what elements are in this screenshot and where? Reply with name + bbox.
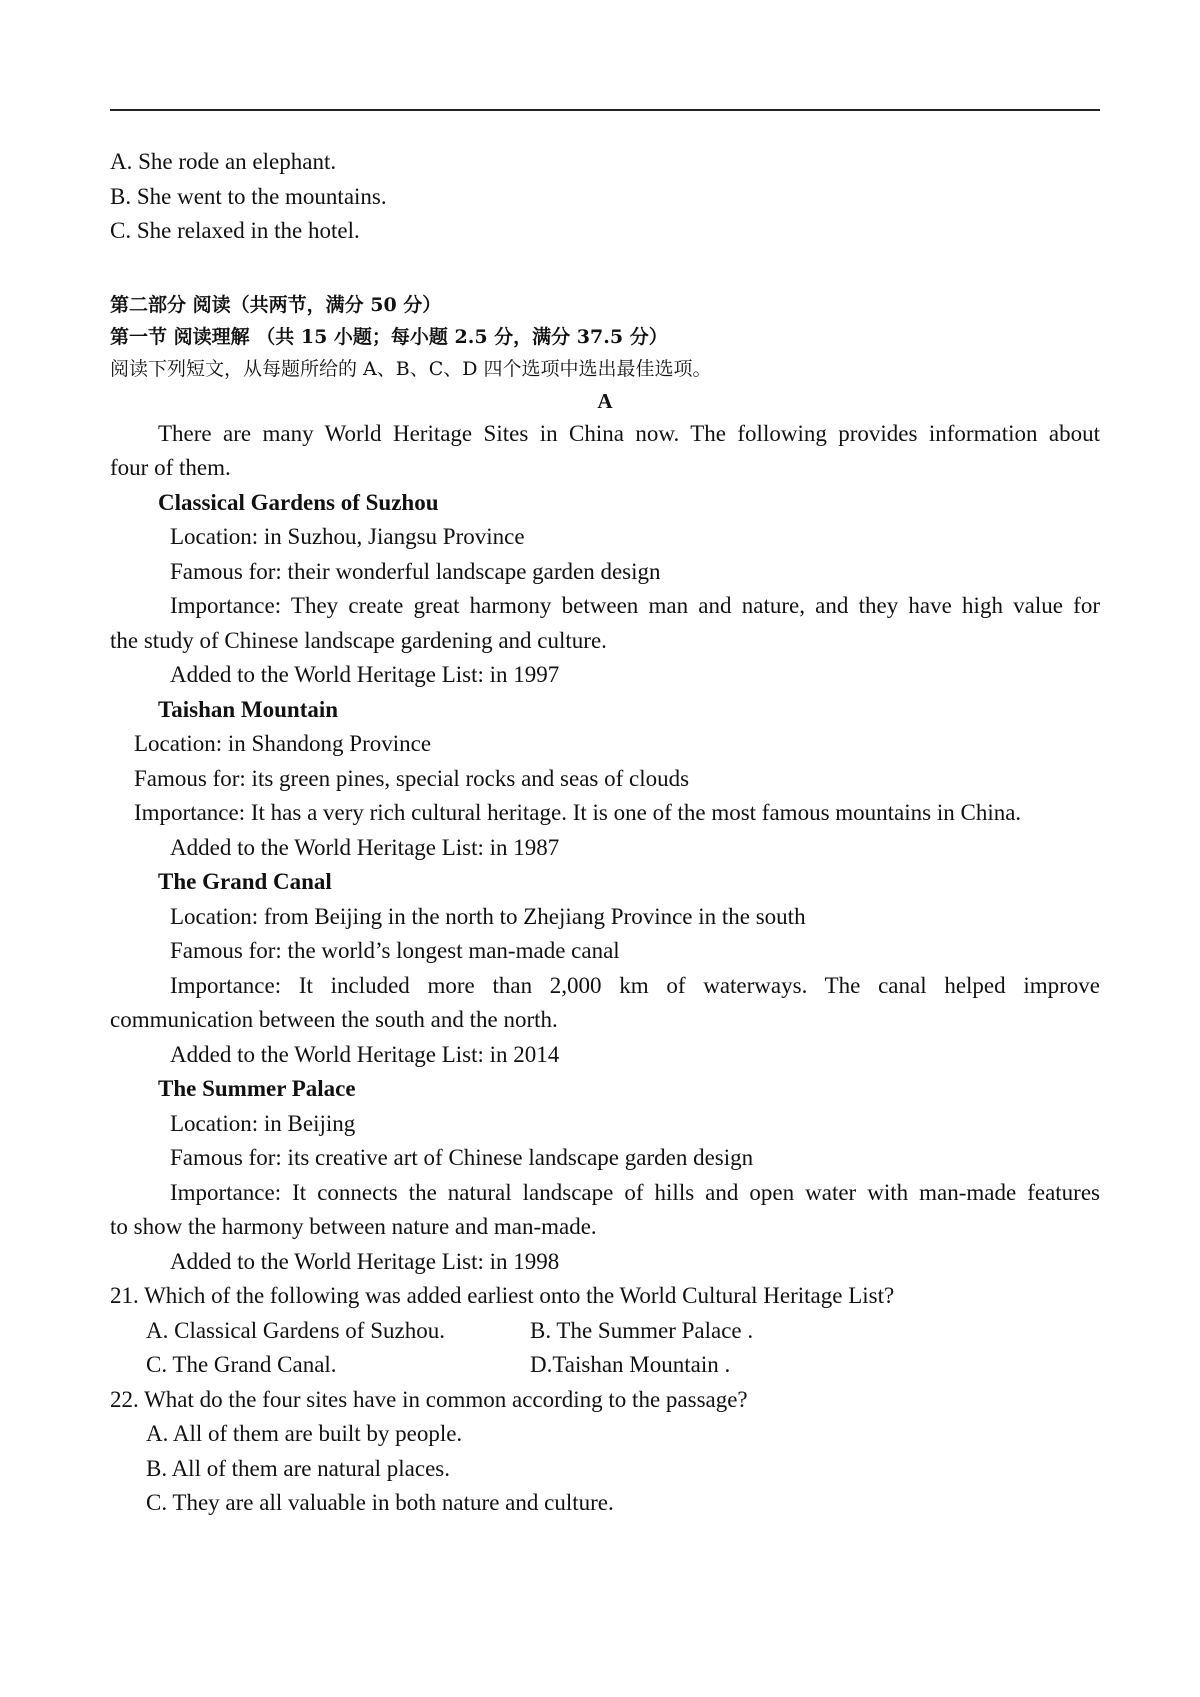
site-location: Location: in Shandong Province	[134, 731, 432, 756]
site-location: Location: in Beijing	[170, 1110, 356, 1136]
site-importance: Importance: It has a very rich cultural heritage. It is one of the most famous mountains in China.	[134, 800, 1022, 825]
answer-option: C. They are all valuable in both nature and culture.	[146, 1490, 614, 1515]
option-line: B. She went to the mountains.	[110, 183, 387, 209]
site-entry	[110, 486, 1100, 693]
site-name: Classical Gardens of Suzhou	[158, 489, 439, 515]
question-22	[110, 1383, 1100, 1521]
site-importance: Importance: It included more than 2,000 km of waterways. The canal helped improve	[170, 972, 1100, 998]
answer-option: B. The Summer Palace .	[530, 1317, 754, 1343]
site-importance: Importance: It connects the natural landscape of hills and open water with man-made features	[170, 1179, 1100, 1205]
answer-option: D.Taishan Mountain .	[530, 1352, 731, 1377]
answer-option: A. Classical Gardens of Suzhou.	[146, 1317, 445, 1343]
site-location: Location: in Suzhou, Jiangsu Province	[170, 524, 525, 549]
page-content	[110, 145, 1100, 1521]
question-stem: 21. Which of the following was added earliest onto the World Cultural Heritage List?	[110, 1283, 895, 1308]
site-added: Added to the World Heritage List: in 1998	[170, 1248, 560, 1274]
header-rule	[110, 109, 1100, 111]
site-entry	[110, 865, 1100, 1072]
answer-option: C. The Grand Canal.	[146, 1352, 337, 1377]
site-famous-for: Famous for: their wonderful landscape garden design	[170, 558, 661, 584]
answer-option: A. All of them are built by people.	[146, 1421, 463, 1446]
question-stem: 22. What do the four sites have in common according to the passage?	[110, 1386, 748, 1412]
site-entry	[110, 1072, 1100, 1279]
option-row	[110, 1314, 1100, 1349]
option-row	[110, 1348, 1100, 1383]
site-added: Added to the World Heritage List: in 1997	[170, 662, 560, 687]
intro-line: There are many World Heritage Sites in China now. The following provides information about	[158, 420, 1100, 446]
site-importance: Importance: They create great harmony between man and nature, and they have high value for	[170, 593, 1100, 618]
intro-line: four of them.	[110, 455, 231, 480]
site-famous-for: Famous for: its creative art of Chinese landscape garden design	[170, 1145, 754, 1170]
section-subtitle: 第一节 阅读理解 （共 15 小题；每小题 2.5 分，满分 37.5 分）	[110, 325, 668, 348]
site-added: Added to the World Heritage List: in 1987	[170, 834, 560, 860]
option-line: C. She relaxed in the hotel.	[110, 218, 360, 243]
site-entry	[110, 693, 1100, 866]
site-famous-for: Famous for: its green pines, special rocks and seas of clouds	[134, 765, 690, 791]
site-location: Location: from Beijing in the north to Zhejiang Province in the south	[170, 903, 806, 929]
part-title: 第二部分 阅读（共两节，满分 50 分）	[110, 293, 442, 316]
site-importance-cont: the study of Chinese landscape gardening and culture.	[110, 627, 607, 653]
option-line: A. She rode an elephant.	[110, 149, 337, 174]
listening-options	[110, 145, 1100, 249]
passage-letter: A	[597, 388, 613, 413]
site-famous-for: Famous for: the world’s longest man-made canal	[170, 938, 620, 963]
site-importance-cont: to show the harmony between nature and man-made.	[110, 1214, 597, 1239]
site-name: Taishan Mountain	[158, 696, 339, 722]
site-name: The Summer Palace	[158, 1076, 356, 1101]
instruction-text: 阅读下列短文，从每题所给的 A、B、C、D 四个选项中选出最佳选项。	[110, 357, 712, 380]
question-21	[110, 1279, 1100, 1383]
site-importance-cont: communication between the south and the north.	[110, 1007, 558, 1032]
site-name: The Grand Canal	[158, 869, 332, 894]
answer-option: B. All of them are natural places.	[146, 1455, 451, 1481]
site-added: Added to the World Heritage List: in 2014	[170, 1041, 560, 1067]
